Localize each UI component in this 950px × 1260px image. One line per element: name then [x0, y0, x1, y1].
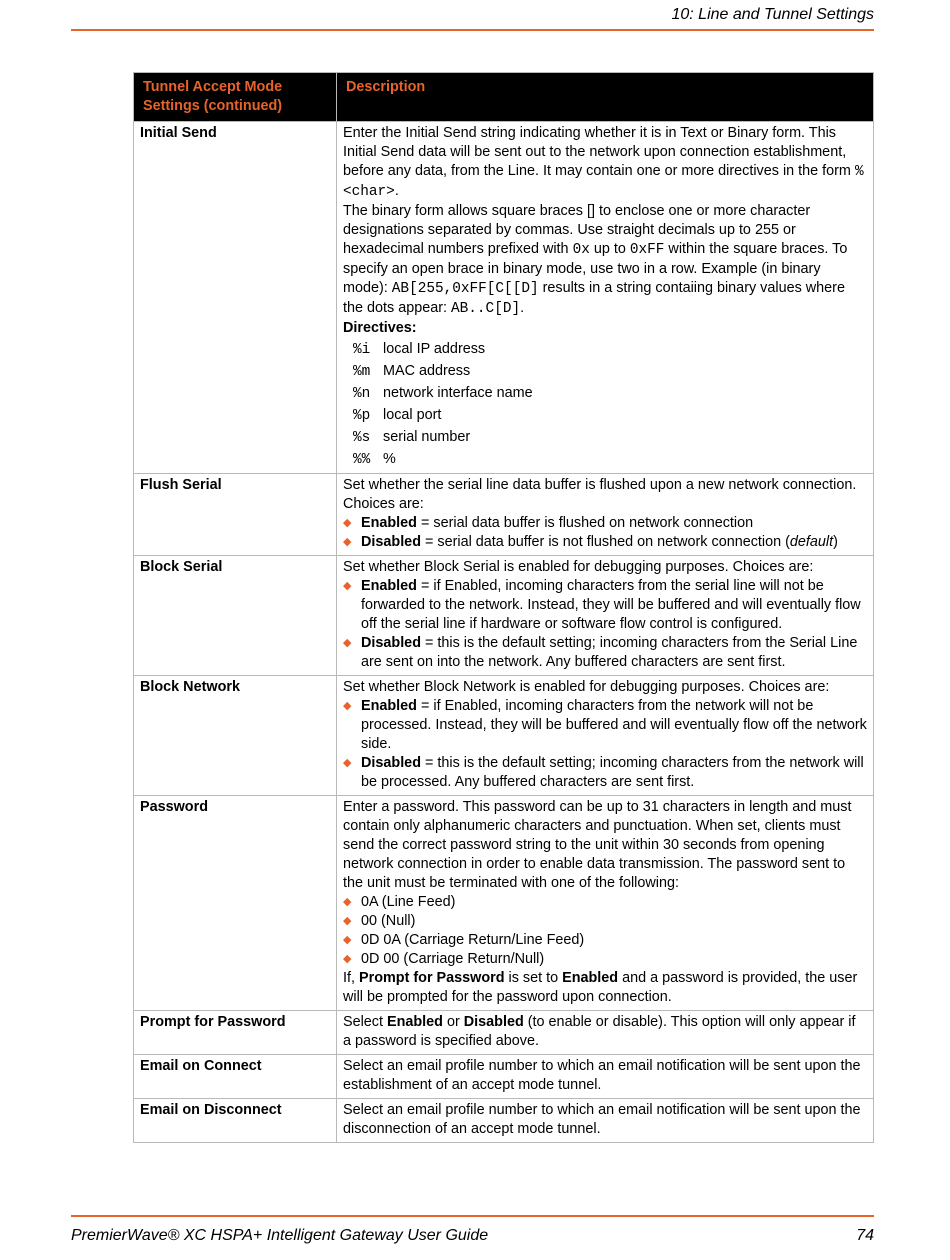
code: 0xFF: [629, 242, 665, 258]
block-serial-choices: [343, 577, 867, 672]
diamond-bullet-icon: ◆: [343, 700, 352, 712]
setting-name-email-disconnect: Email on Disconnect: [134, 1099, 337, 1143]
footer-rule: [71, 1215, 874, 1217]
setting-name-email-connect: Email on Connect: [134, 1055, 337, 1099]
list-item: [343, 931, 867, 950]
table-row: [134, 1055, 874, 1099]
password-intro: Enter a password. This password can be up to 31 characters in length and must contain only alphanumeric characters and punctuation. When set, clients must send the correct password string to the unit within 30 seconds from opening network connection in order to enable data transmission. The password sent to the unit must be terminated with one of the following:: [343, 799, 852, 891]
directives-label: Directives:: [343, 320, 417, 336]
diamond-bullet-icon: ◆: [343, 915, 352, 927]
page-number: 74: [856, 1227, 874, 1244]
directive-code: %n: [353, 386, 371, 402]
list-item: [343, 533, 867, 552]
block-network-intro: Set whether Block Network is enabled for debugging purposes. Choices are:: [343, 679, 830, 695]
terminator-text: 00 (Null): [361, 913, 416, 929]
setting-name-flush-serial: Flush Serial: [134, 474, 337, 556]
text: up to: [593, 241, 626, 257]
text-bold: Enabled: [562, 970, 619, 986]
list-item: [343, 382, 867, 404]
directive-desc: MAC address: [383, 363, 471, 379]
setting-name-initial-send: Initial Send: [134, 122, 337, 474]
choice-text: = this is the default setting; incoming characters from the network will be processed. Any buffered characters are sent first.: [361, 755, 864, 790]
directives-list: [343, 338, 867, 470]
list-item: [343, 950, 867, 969]
initial-send-para1: [343, 124, 867, 202]
guide-title: PremierWave® XC HSPA+ Intelligent Gateway User Guide: [71, 1227, 489, 1244]
diamond-bullet-icon: ◆: [343, 934, 352, 946]
password-outro: [343, 969, 867, 1007]
code: %<char>: [343, 164, 864, 200]
choice-label: Enabled: [361, 578, 417, 594]
directive-desc: local port: [383, 407, 442, 423]
flush-serial-choices: [343, 514, 867, 552]
table-header-row: [134, 73, 874, 122]
choice-label: Disabled: [361, 534, 421, 550]
text-bold: Prompt for Password: [359, 970, 505, 986]
diamond-bullet-icon: ◆: [343, 580, 352, 592]
diamond-bullet-icon: ◆: [343, 536, 352, 548]
text-bold: Enabled: [387, 1014, 443, 1030]
text: and a password is provided, the user will be prompted for the password upon connection.: [343, 970, 858, 1005]
choice-text: = serial data buffer is not flushed on network connection (: [420, 534, 790, 550]
directive-desc: %: [383, 451, 396, 467]
choice-text: = if Enabled, incoming characters from the serial line will not be forwarded to the network. Instead, they will be buffered and will eventually flow off the serial line if hardware or software flow control is configured.: [361, 578, 861, 632]
text: or: [446, 1014, 460, 1030]
column-header-description: Description: [337, 73, 874, 122]
setting-desc-email-connect: Select an email profile number to which an email notification will be sent upon the establishment of an accept mode tunnel.: [337, 1055, 874, 1099]
text: (to enable or disable). This option will only appear if a password is specified above.: [343, 1014, 856, 1049]
setting-name-block-network: Block Network: [134, 676, 337, 796]
table-row: [134, 474, 874, 556]
text: ): [833, 534, 838, 550]
directive-desc: serial number: [383, 429, 471, 445]
diamond-bullet-icon: ◆: [343, 517, 352, 529]
text: Enter the Initial Send string indicating whether it is in Text or Binary form. This Initial Send data will be sent out to the network upon connection establishment, before any data, from the Line. It may contain one or more directives in the form: [343, 125, 851, 179]
setting-name-block-serial: Block Serial: [134, 556, 337, 676]
table-row: [134, 556, 874, 676]
code: AB[255,0xFF[C[[D]: [391, 281, 539, 297]
terminator-text: 0A (Line Feed): [361, 894, 456, 910]
setting-desc-password: [337, 796, 874, 1011]
code: 0x: [572, 242, 590, 258]
directive-desc: local IP address: [383, 341, 486, 357]
setting-desc-initial-send: [337, 122, 874, 474]
list-item: [343, 514, 867, 533]
list-item: [343, 577, 867, 634]
list-item: [343, 697, 867, 754]
password-terminators: [343, 893, 867, 969]
setting-desc-block-network: [337, 676, 874, 796]
chapter-title: 10: Line and Tunnel Settings: [671, 6, 874, 23]
choice-label: Disabled: [361, 635, 421, 651]
choice-label: Enabled: [361, 515, 417, 531]
directive-code: %%: [353, 452, 371, 468]
initial-send-para2: [343, 202, 867, 319]
header-rule: [71, 29, 874, 31]
text: is set to: [508, 970, 559, 986]
directive-code: %s: [353, 430, 371, 446]
choice-text: = this is the default setting; incoming characters from the Serial Line are sent on into the network. Any buffered characters are sent first.: [361, 635, 858, 670]
text: Select: [343, 1014, 383, 1030]
diamond-bullet-icon: ◆: [343, 896, 352, 908]
list-item: [343, 360, 867, 382]
text: .: [520, 300, 525, 316]
block-serial-intro: Set whether Block Serial is enabled for debugging purposes. Choices are:: [343, 559, 814, 575]
setting-desc-flush-serial: [337, 474, 874, 556]
directive-code: %p: [353, 408, 371, 424]
directive-desc: network interface name: [383, 385, 533, 401]
setting-name-password: Password: [134, 796, 337, 1011]
table-row: [134, 1099, 874, 1143]
list-item: [343, 338, 867, 360]
table-row: [134, 1011, 874, 1055]
list-item: [343, 426, 867, 448]
setting-name-prompt-password: Prompt for Password: [134, 1011, 337, 1055]
text: results in a string contaiing binary values where the dots appear:: [343, 280, 845, 316]
choice-text: = serial data buffer is flushed on network connection: [416, 515, 754, 531]
setting-desc-prompt-password: [337, 1011, 874, 1055]
text: The binary form allows square braces [] to enclose one or more character designations separated by commas. Use straight decimals up to 255 or hexadecimal numbers prefixed with: [343, 203, 811, 257]
terminator-text: 0D 0A (Carriage Return/Line Feed): [361, 932, 585, 948]
table-row: [134, 796, 874, 1011]
directive-code: %i: [353, 342, 371, 358]
settings-table: [133, 72, 874, 1143]
text: If,: [343, 970, 355, 986]
diamond-bullet-icon: ◆: [343, 757, 352, 769]
choice-text: = if Enabled, incoming characters from the network will not be processed. Instead, they will be buffered and will eventually flow off the network side.: [361, 698, 867, 752]
setting-desc-email-disconnect: Select an email profile number to which an email notification will be sent upon the disconnection of an accept mode tunnel.: [337, 1099, 874, 1143]
choice-label: Enabled: [361, 698, 417, 714]
code: AB..C[D]: [451, 301, 521, 317]
flush-serial-intro: Set whether the serial line data buffer is flushed upon a new network connection. Choices are:: [343, 477, 857, 512]
list-item: [343, 754, 867, 792]
list-item: [343, 912, 867, 931]
column-header-setting: Tunnel Accept Mode Settings (continued): [134, 73, 337, 122]
directive-code: %m: [353, 364, 371, 380]
block-network-choices: [343, 697, 867, 792]
text: .: [394, 183, 399, 199]
list-item: [343, 404, 867, 426]
default-marker: default: [789, 534, 834, 550]
terminator-text: 0D 00 (Carriage Return/Null): [361, 951, 545, 967]
table-row: [134, 676, 874, 796]
diamond-bullet-icon: ◆: [343, 953, 352, 965]
setting-desc-block-serial: [337, 556, 874, 676]
diamond-bullet-icon: ◆: [343, 637, 352, 649]
text: within the square braces. To specify an open brace in binary mode, use two in a row. Example (in binary mode):: [343, 241, 848, 296]
list-item: [343, 634, 867, 672]
table-row: [134, 122, 874, 474]
choice-label: Disabled: [361, 755, 421, 771]
text-bold: Disabled: [463, 1014, 524, 1030]
list-item: [343, 893, 867, 912]
list-item: [343, 448, 867, 470]
